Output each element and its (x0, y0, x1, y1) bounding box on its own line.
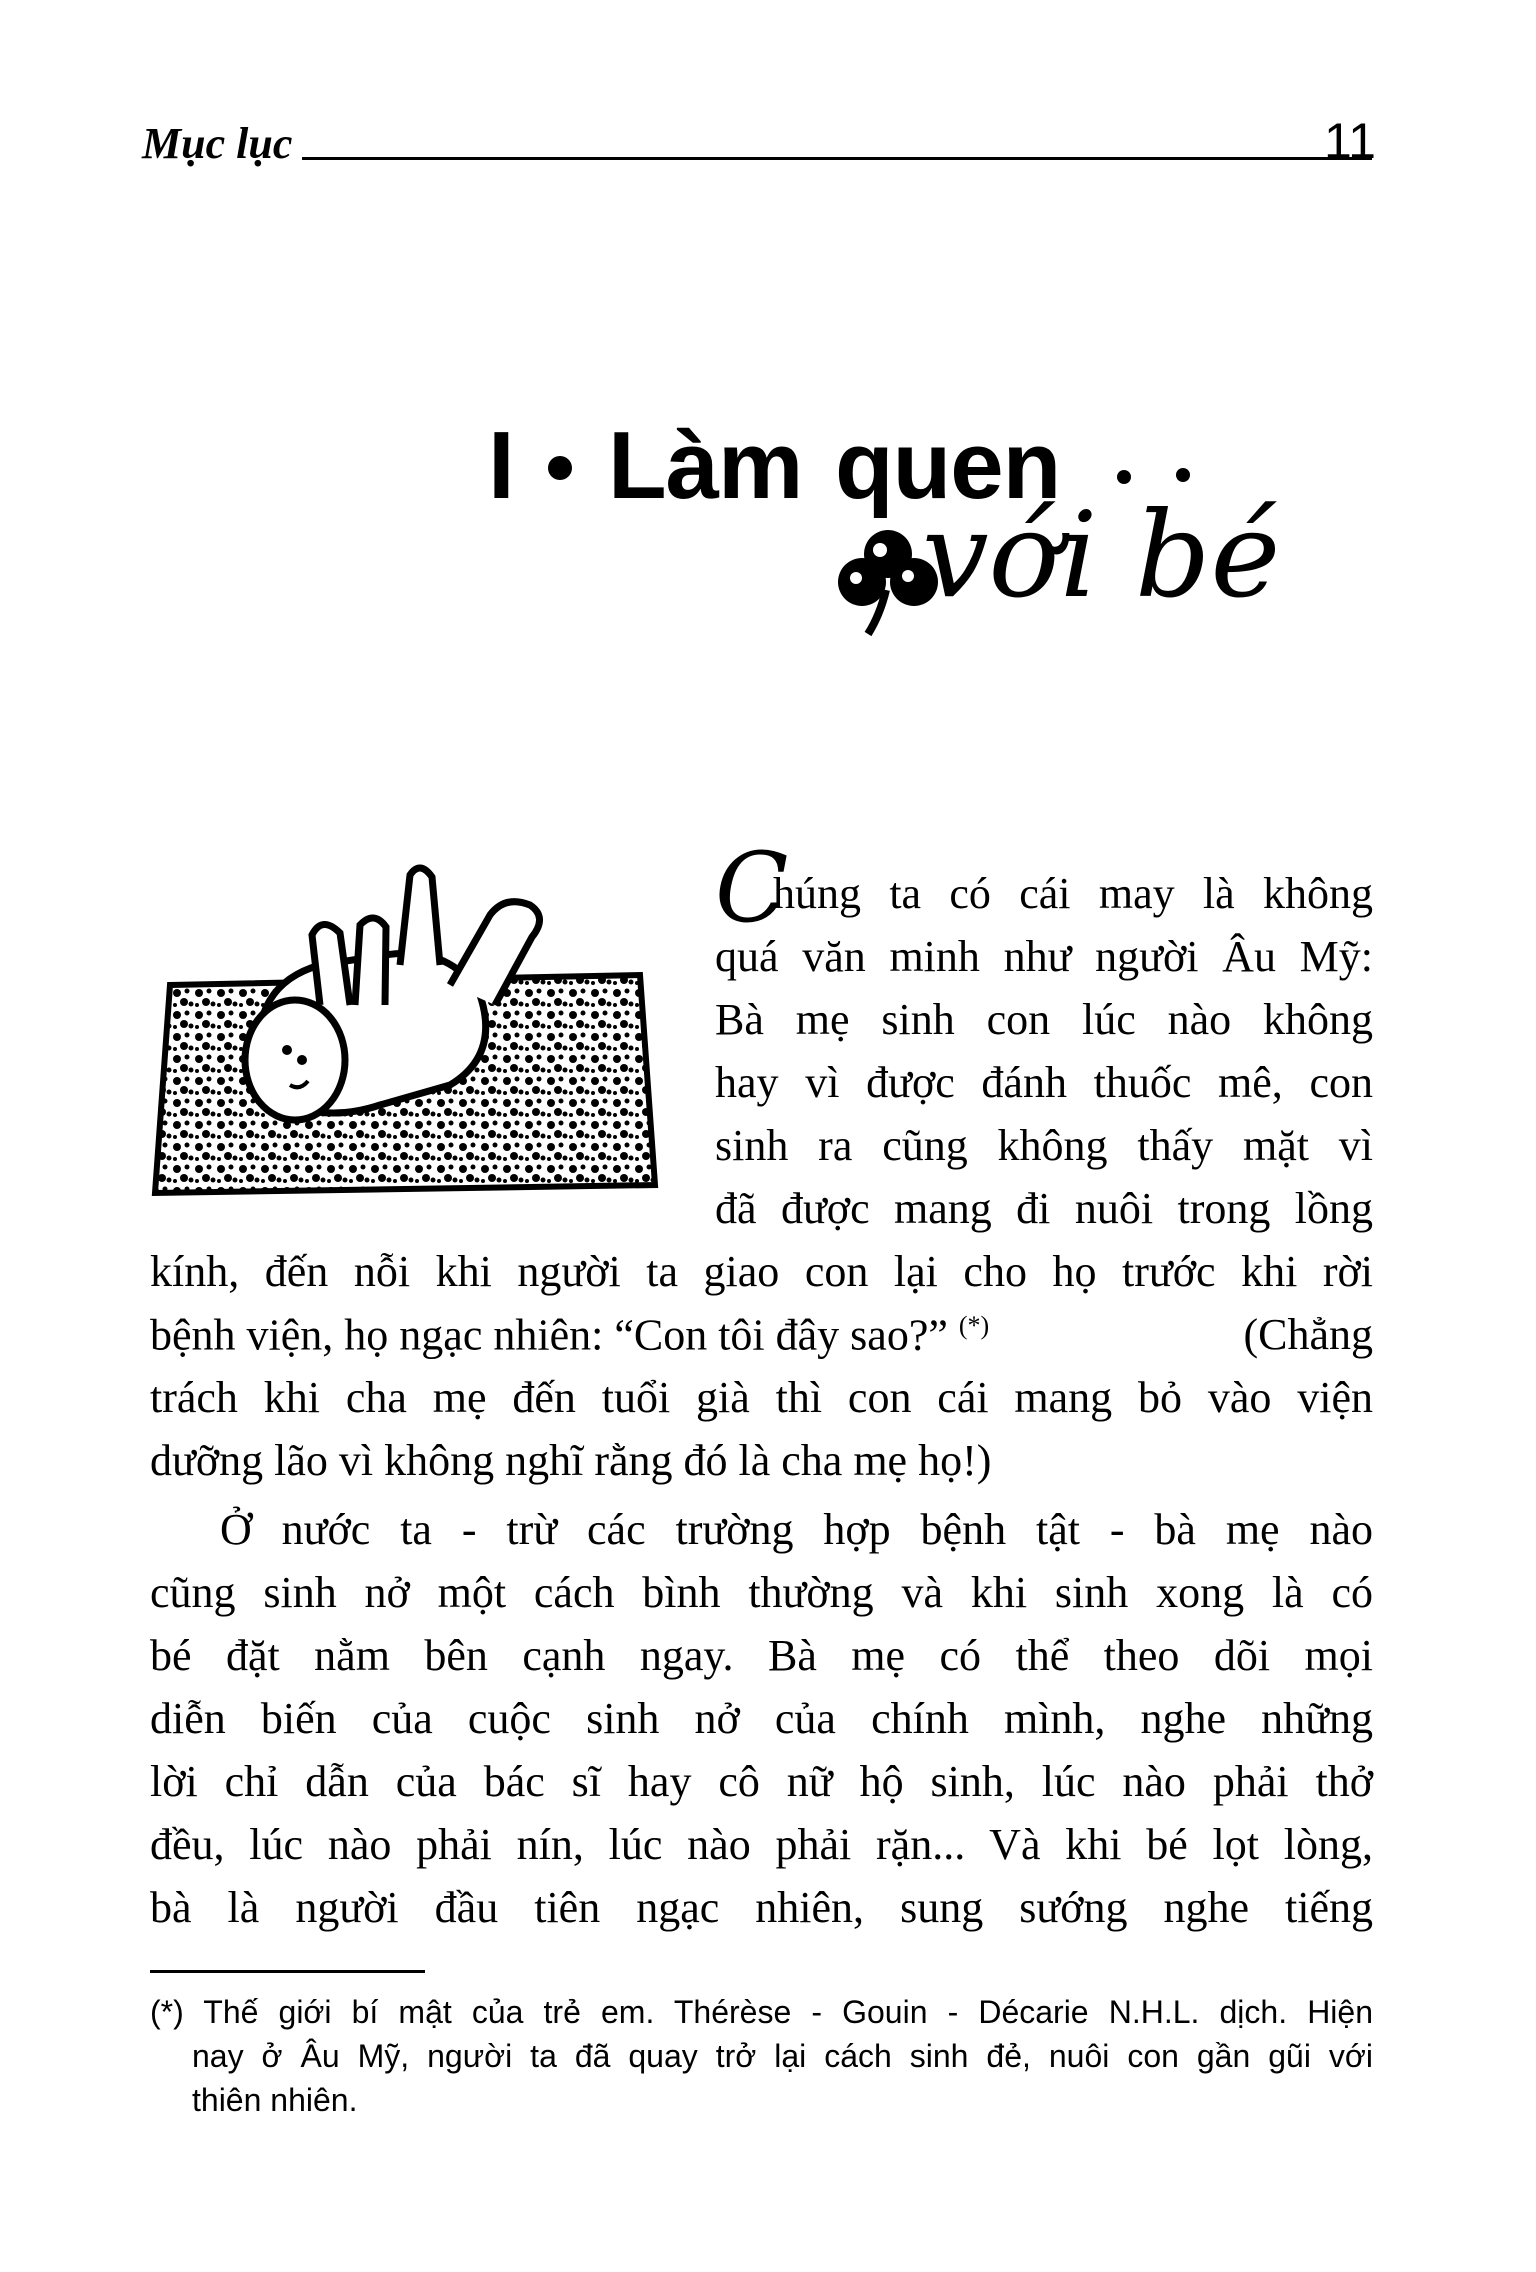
body-line: húng ta có cái may là không (773, 869, 1373, 918)
chapter-title-part2: quen (835, 412, 1061, 519)
body-line: dưỡng lão vì không nghĩ rằng đó là cha mẹ họ!) (150, 1436, 992, 1485)
chapter-title-part3: với bé (922, 486, 1281, 624)
body-line: đều, lúc nào phải nín, lúc nào phải rặn... Và khi bé lọt lòng, (150, 1820, 1373, 1869)
footnote-line: thiên nhiên. (192, 2082, 358, 2118)
page-number: 11 (1324, 113, 1376, 169)
body-line-with-note (150, 1310, 1373, 1360)
drop-cap: C (715, 832, 789, 944)
body-line: Ở nước ta - trừ các trường hợp bệnh tật - bà mẹ nào (220, 1505, 1373, 1554)
body-line: diễn biến của cuộc sinh nở của chính mình, nghe những (150, 1694, 1373, 1743)
ornament-dot (1176, 468, 1190, 482)
footnote-line: nay ở Âu Mỹ, người ta đã quay trở lại cách sinh đẻ, nuôi con gần gũi với (192, 2038, 1373, 2074)
baby-illustration (150, 855, 670, 1200)
footnote-marker: (*) (958, 1311, 990, 1340)
body-line: cũng sinh nở một cách bình thường và khi sinh xong là có (150, 1568, 1373, 1617)
body-line: kính, đến nỗi khi người ta giao con lại cho họ trước khi rời (150, 1247, 1373, 1296)
body-line: đã được mang đi nuôi trong lồng (715, 1184, 1373, 1233)
body-line-text: (Chẳng (1243, 1310, 1373, 1359)
body-line: bé đặt nằm bên cạnh ngay. Bà mẹ có thể theo dõi mọi (150, 1631, 1373, 1680)
header-rule (302, 157, 1372, 160)
chapter-number-dot (548, 456, 572, 480)
body-line: quá văn minh như người Âu Mỹ: (715, 932, 1373, 981)
body-line-text: bệnh viện, họ ngạc nhiên: “Con tôi đây sao?” (150, 1310, 948, 1360)
body-line: trách khi cha mẹ đến tuổi già thì con cái mang bỏ vào viện (150, 1373, 1373, 1422)
body-line: sinh ra cũng không thấy mặt vì (715, 1121, 1373, 1170)
body-line: hay vì được đánh thuốc mê, con (715, 1058, 1373, 1107)
running-header-title: Mục lục (142, 119, 293, 168)
footnote-rule (150, 1970, 425, 1973)
body-line: bà là người đầu tiên ngạc nhiên, sung sướng nghe tiếng (150, 1883, 1373, 1932)
footnote-line: (*) Thế giới bí mật của trẻ em. Thérèse - Gouin - Décarie N.H.L. dịch. Hiện (150, 1994, 1373, 2030)
ornament-dot (1117, 470, 1131, 484)
chapter-title-part1: Làm (608, 412, 803, 519)
body-line: Bà mẹ sinh con lúc nào không (715, 995, 1373, 1044)
chapter-number: I (488, 412, 515, 519)
body-line: lời chỉ dẫn của bác sĩ hay cô nữ hộ sinh, lúc nào phải thở (150, 1757, 1373, 1806)
